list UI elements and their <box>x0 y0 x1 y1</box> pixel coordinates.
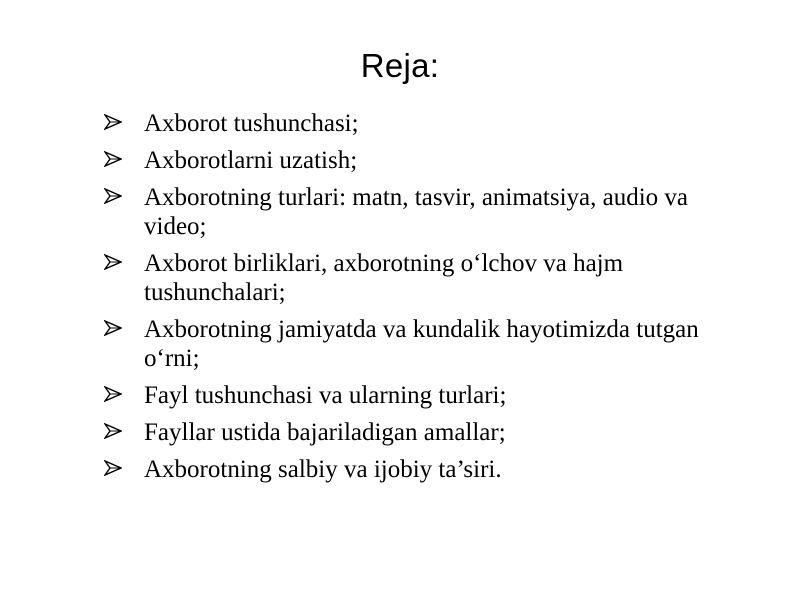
list-item-text: Axborotning turlari: matn, tasvir, animatsiya, audio va video; <box>144 184 689 240</box>
arrowhead-bullet-icon <box>104 315 144 344</box>
list-item-text: Fayl tushunchasi va ularning turlari; <box>144 382 507 409</box>
list-item <box>104 249 744 307</box>
list-item <box>104 381 744 410</box>
arrowhead-bullet-icon <box>104 418 144 447</box>
arrowhead-bullet-icon <box>104 455 144 484</box>
arrowhead-bullet-icon <box>104 249 144 278</box>
list-item <box>104 146 744 175</box>
list-item-text: Axborotlarni uzatish; <box>144 147 358 174</box>
list-item <box>104 109 744 138</box>
arrowhead-bullet-icon <box>104 183 144 212</box>
list-item <box>104 315 744 373</box>
list-item-text: Axborot tushunchasi; <box>144 110 359 137</box>
list-item <box>104 418 744 447</box>
bullet-list <box>104 109 744 492</box>
arrowhead-bullet-icon <box>104 146 144 175</box>
slide-title: Reja: <box>360 47 440 84</box>
list-item-text: Axborot birliklari, axborotning o‘lchov va hajm tushunchalari; <box>144 250 624 306</box>
list-item-text: Axborotning jamiyatda va kundalik hayotimizda tutgan o‘rni; <box>144 316 699 372</box>
arrowhead-bullet-icon <box>104 109 144 138</box>
list-item-text: Fayllar ustida bajariladigan amallar; <box>144 419 506 446</box>
list-item-text: Axborotning salbiy va ijobiy ta’siri. <box>144 456 502 483</box>
list-item <box>104 455 744 484</box>
list-item <box>104 183 744 241</box>
arrowhead-bullet-icon <box>104 381 144 410</box>
